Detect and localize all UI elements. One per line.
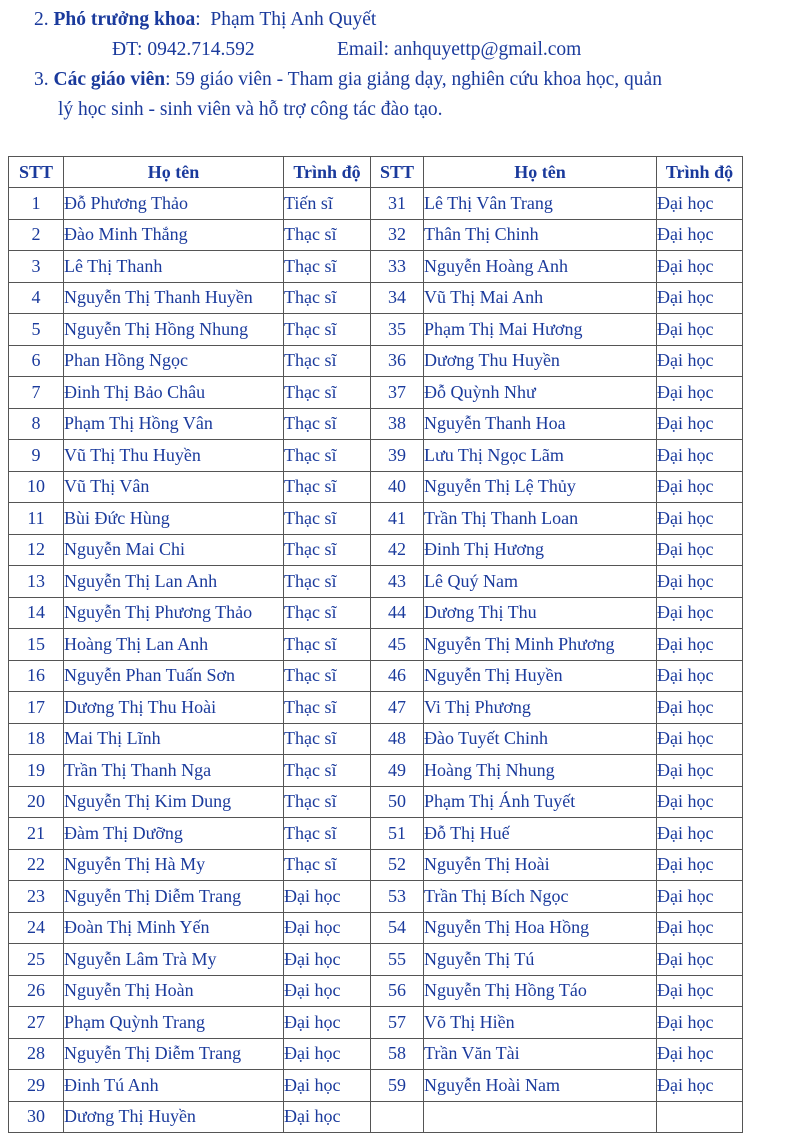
cell-name-2: Phạm Thị Mai Hương	[424, 314, 657, 346]
cell-stt: 8	[9, 408, 64, 440]
cell-stt: 20	[9, 786, 64, 818]
cell-name: Nguyễn Thị Diễm Trang	[64, 1038, 284, 1070]
table-row	[9, 944, 743, 976]
teachers-line-2	[58, 100, 443, 120]
teachers-description-1: : 59 giáo viên - Tham gia giảng dạy, nghiên cứu khoa học, quản	[165, 69, 662, 90]
phone-number: 0942.714.592	[147, 39, 255, 60]
cell-name: Lê Thị Thanh	[64, 251, 284, 283]
cell-name: Đinh Tú Anh	[64, 1070, 284, 1102]
table-row	[9, 723, 743, 755]
cell-name: Nguyễn Thị Diễm Trang	[64, 881, 284, 913]
cell-stt-2: 40	[371, 471, 424, 503]
cell-name: Phạm Quỳnh Trang	[64, 1007, 284, 1039]
cell-stt: 1	[9, 188, 64, 220]
cell-stt: 6	[9, 345, 64, 377]
cell-name-2: Nguyễn Hoài Nam	[424, 1070, 657, 1102]
cell-stt: 22	[9, 849, 64, 881]
header-stt-2: STT	[371, 157, 424, 188]
cell-stt-2: 58	[371, 1038, 424, 1070]
cell-name-2: Nguyễn Thị Hoài	[424, 849, 657, 881]
table-row	[9, 692, 743, 724]
table-row	[9, 408, 743, 440]
cell-stt-2: 55	[371, 944, 424, 976]
cell-stt: 24	[9, 912, 64, 944]
cell-stt-2	[371, 1101, 424, 1133]
cell-level: Thạc sĩ	[284, 314, 371, 346]
cell-name-2: Lê Thị Vân Trang	[424, 188, 657, 220]
cell-stt-2: 34	[371, 282, 424, 314]
cell-stt-2: 54	[371, 912, 424, 944]
cell-stt-2: 35	[371, 314, 424, 346]
table-row	[9, 755, 743, 787]
cell-level-2: Đại học	[657, 881, 743, 913]
table-row	[9, 629, 743, 661]
cell-level: Thạc sĩ	[284, 755, 371, 787]
table-row	[9, 975, 743, 1007]
table-body	[9, 188, 743, 1133]
cell-stt: 28	[9, 1038, 64, 1070]
cell-level: Đại học	[284, 1070, 371, 1102]
cell-level: Thạc sĩ	[284, 660, 371, 692]
table-row	[9, 534, 743, 566]
cell-stt-2: 52	[371, 849, 424, 881]
cell-name-2: Đỗ Thị Huế	[424, 818, 657, 850]
cell-name-2: Nguyễn Thị Tú	[424, 944, 657, 976]
cell-level-2: Đại học	[657, 1070, 743, 1102]
cell-stt: 10	[9, 471, 64, 503]
cell-name-2: Nguyễn Thanh Hoa	[424, 408, 657, 440]
cell-stt-2: 38	[371, 408, 424, 440]
cell-stt: 18	[9, 723, 64, 755]
table-row	[9, 786, 743, 818]
cell-stt-2: 56	[371, 975, 424, 1007]
cell-stt-2: 51	[371, 818, 424, 850]
cell-level-2: Đại học	[657, 219, 743, 251]
cell-name: Nguyễn Thị Phương Thảo	[64, 597, 284, 629]
cell-stt-2: 37	[371, 377, 424, 409]
header-name: Họ tên	[64, 157, 284, 188]
cell-level: Thạc sĩ	[284, 219, 371, 251]
cell-stt: 11	[9, 503, 64, 535]
cell-stt-2: 31	[371, 188, 424, 220]
phone-label: ĐT:	[112, 39, 143, 60]
cell-name-2: Đào Tuyết Chinh	[424, 723, 657, 755]
cell-stt-2: 32	[371, 219, 424, 251]
table-row	[9, 282, 743, 314]
table-row	[9, 314, 743, 346]
cell-level-2: Đại học	[657, 692, 743, 724]
cell-level: Đại học	[284, 975, 371, 1007]
cell-stt: 2	[9, 219, 64, 251]
cell-level: Thạc sĩ	[284, 377, 371, 409]
cell-stt: 16	[9, 660, 64, 692]
contact-line	[112, 39, 582, 60]
cell-level-2: Đại học	[657, 282, 743, 314]
cell-level-2: Đại học	[657, 944, 743, 976]
cell-level-2: Đại học	[657, 597, 743, 629]
teachers-description-2: lý học sinh - sinh viên và hỗ trợ công tác đào tạo.	[58, 99, 443, 120]
cell-name: Nguyễn Thị Hoàn	[64, 975, 284, 1007]
table-row	[9, 912, 743, 944]
item-3-number: 3.	[34, 69, 49, 90]
cell-name: Mai Thị Lĩnh	[64, 723, 284, 755]
cell-name: Nguyễn Thị Hồng Nhung	[64, 314, 284, 346]
cell-name: Đỗ Phương Thảo	[64, 188, 284, 220]
cell-level: Đại học	[284, 1038, 371, 1070]
cell-level-2: Đại học	[657, 912, 743, 944]
cell-level: Thạc sĩ	[284, 251, 371, 283]
cell-name-2: Nguyễn Thị Hồng Táo	[424, 975, 657, 1007]
deputy-head-name: Phạm Thị Anh Quyết	[210, 9, 377, 30]
cell-stt: 3	[9, 251, 64, 283]
cell-level-2: Đại học	[657, 314, 743, 346]
cell-stt: 7	[9, 377, 64, 409]
cell-name-2: Thân Thị Chinh	[424, 219, 657, 251]
cell-name-2: Dương Thị Thu	[424, 597, 657, 629]
cell-name-2: Nguyễn Thị Lệ Thủy	[424, 471, 657, 503]
cell-stt-2: 50	[371, 786, 424, 818]
cell-name: Trần Thị Thanh Nga	[64, 755, 284, 787]
cell-level: Thạc sĩ	[284, 692, 371, 724]
cell-name: Nguyễn Lâm Trà My	[64, 944, 284, 976]
cell-level-2: Đại học	[657, 345, 743, 377]
email-label: Email:	[337, 39, 389, 60]
cell-level: Thạc sĩ	[284, 849, 371, 881]
cell-name-2: Trần Thị Thanh Loan	[424, 503, 657, 535]
cell-level: Đại học	[284, 912, 371, 944]
cell-level-2: Đại học	[657, 1007, 743, 1039]
cell-name-2: Dương Thu Huyền	[424, 345, 657, 377]
cell-level-2: Đại học	[657, 849, 743, 881]
cell-level-2: Đại học	[657, 975, 743, 1007]
cell-stt-2: 42	[371, 534, 424, 566]
cell-name: Bùi Đức Hùng	[64, 503, 284, 535]
deputy-head-line	[34, 10, 376, 30]
header-level: Trình độ	[284, 157, 371, 188]
cell-stt-2: 33	[371, 251, 424, 283]
cell-stt: 15	[9, 629, 64, 661]
table-row	[9, 1038, 743, 1070]
cell-level: Thạc sĩ	[284, 503, 371, 535]
email-address: anhquyettp@gmail.com	[393, 39, 582, 60]
table-row	[9, 1007, 743, 1039]
cell-stt-2: 43	[371, 566, 424, 598]
cell-name: Dương Thị Huyền	[64, 1101, 284, 1133]
cell-level-2: Đại học	[657, 503, 743, 535]
cell-name-2	[424, 1101, 657, 1133]
cell-name: Nguyễn Phan Tuấn Sơn	[64, 660, 284, 692]
cell-name: Phan Hồng Ngọc	[64, 345, 284, 377]
cell-name: Nguyễn Thị Lan Anh	[64, 566, 284, 598]
cell-name-2: Lưu Thị Ngọc Lãm	[424, 440, 657, 472]
cell-level: Thạc sĩ	[284, 534, 371, 566]
table-row	[9, 660, 743, 692]
cell-name-2: Vũ Thị Mai Anh	[424, 282, 657, 314]
cell-name-2: Nguyễn Thị Hoa Hồng	[424, 912, 657, 944]
cell-level: Thạc sĩ	[284, 408, 371, 440]
teachers-line	[34, 70, 662, 90]
cell-name-2: Lê Quý Nam	[424, 566, 657, 598]
cell-name: Dương Thị Thu Hoài	[64, 692, 284, 724]
cell-name-2: Trần Văn Tài	[424, 1038, 657, 1070]
table-row	[9, 345, 743, 377]
cell-level: Thạc sĩ	[284, 440, 371, 472]
table-row	[9, 566, 743, 598]
cell-name-2: Vi Thị Phương	[424, 692, 657, 724]
table-row	[9, 188, 743, 220]
cell-stt: 17	[9, 692, 64, 724]
cell-level: Thạc sĩ	[284, 471, 371, 503]
cell-level: Thạc sĩ	[284, 282, 371, 314]
cell-level-2: Đại học	[657, 1038, 743, 1070]
cell-stt-2: 45	[371, 629, 424, 661]
cell-name-2: Đinh Thị Hương	[424, 534, 657, 566]
table-row	[9, 1101, 743, 1133]
cell-level: Thạc sĩ	[284, 566, 371, 598]
table-header-row	[9, 157, 743, 188]
cell-stt: 12	[9, 534, 64, 566]
cell-level-2	[657, 1101, 743, 1133]
cell-name: Đoàn Thị Minh Yến	[64, 912, 284, 944]
cell-stt-2: 59	[371, 1070, 424, 1102]
cell-stt: 4	[9, 282, 64, 314]
cell-name-2: Nguyễn Hoàng Anh	[424, 251, 657, 283]
cell-stt: 23	[9, 881, 64, 913]
cell-level: Đại học	[284, 1007, 371, 1039]
cell-stt: 21	[9, 818, 64, 850]
cell-stt: 30	[9, 1101, 64, 1133]
table-row	[9, 503, 743, 535]
cell-level-2: Đại học	[657, 566, 743, 598]
cell-level: Đại học	[284, 944, 371, 976]
cell-level: Tiến sĩ	[284, 188, 371, 220]
cell-stt-2: 47	[371, 692, 424, 724]
cell-level-2: Đại học	[657, 534, 743, 566]
cell-name: Vũ Thị Thu Huyền	[64, 440, 284, 472]
header-stt: STT	[9, 157, 64, 188]
deputy-head-title: Phó trưởng khoa	[53, 9, 196, 30]
table-row	[9, 818, 743, 850]
cell-name: Nguyễn Thị Kim Dung	[64, 786, 284, 818]
cell-name: Phạm Thị Hồng Vân	[64, 408, 284, 440]
teachers-title: Các giáo viên	[53, 69, 166, 90]
cell-level-2: Đại học	[657, 408, 743, 440]
cell-stt: 13	[9, 566, 64, 598]
cell-level: Thạc sĩ	[284, 597, 371, 629]
header-level-2: Trình độ	[657, 157, 743, 188]
table-row	[9, 881, 743, 913]
table-row	[9, 849, 743, 881]
cell-stt: 27	[9, 1007, 64, 1039]
cell-stt: 25	[9, 944, 64, 976]
cell-name-2: Nguyễn Thị Huyền	[424, 660, 657, 692]
cell-level-2: Đại học	[657, 629, 743, 661]
cell-level-2: Đại học	[657, 251, 743, 283]
cell-stt-2: 36	[371, 345, 424, 377]
deputy-head-colon: :	[195, 9, 201, 30]
item-2-number: 2.	[34, 9, 49, 30]
cell-stt: 26	[9, 975, 64, 1007]
cell-name: Đào Minh Thắng	[64, 219, 284, 251]
cell-name-2: Đỗ Quỳnh Như	[424, 377, 657, 409]
cell-level-2: Đại học	[657, 471, 743, 503]
cell-name-2: Hoàng Thị Nhung	[424, 755, 657, 787]
cell-stt-2: 46	[371, 660, 424, 692]
cell-stt-2: 57	[371, 1007, 424, 1039]
table-row	[9, 251, 743, 283]
cell-level: Thạc sĩ	[284, 818, 371, 850]
cell-name-2: Phạm Thị Ánh Tuyết	[424, 786, 657, 818]
cell-level: Thạc sĩ	[284, 629, 371, 661]
cell-stt-2: 41	[371, 503, 424, 535]
cell-level-2: Đại học	[657, 440, 743, 472]
cell-level: Thạc sĩ	[284, 345, 371, 377]
cell-stt: 19	[9, 755, 64, 787]
cell-name: Hoàng Thị Lan Anh	[64, 629, 284, 661]
email-group	[337, 40, 581, 60]
table-row	[9, 1070, 743, 1102]
cell-name: Nguyễn Mai Chi	[64, 534, 284, 566]
cell-stt: 29	[9, 1070, 64, 1102]
cell-name: Nguyễn Thị Hà My	[64, 849, 284, 881]
cell-level-2: Đại học	[657, 755, 743, 787]
cell-stt-2: 48	[371, 723, 424, 755]
cell-level: Thạc sĩ	[284, 786, 371, 818]
cell-level: Thạc sĩ	[284, 723, 371, 755]
cell-level-2: Đại học	[657, 188, 743, 220]
table-row	[9, 440, 743, 472]
teacher-table	[8, 156, 743, 1133]
cell-name-2: Nguyễn Thị Minh Phương	[424, 629, 657, 661]
cell-stt-2: 39	[371, 440, 424, 472]
cell-level-2: Đại học	[657, 818, 743, 850]
table-row	[9, 597, 743, 629]
cell-level-2: Đại học	[657, 377, 743, 409]
cell-name-2: Võ Thị Hiền	[424, 1007, 657, 1039]
cell-stt: 14	[9, 597, 64, 629]
cell-level-2: Đại học	[657, 660, 743, 692]
table-row	[9, 471, 743, 503]
cell-level: Đại học	[284, 1101, 371, 1133]
header-name-2: Họ tên	[424, 157, 657, 188]
cell-stt: 5	[9, 314, 64, 346]
cell-name: Đinh Thị Bảo Châu	[64, 377, 284, 409]
cell-stt: 9	[9, 440, 64, 472]
cell-stt-2: 53	[371, 881, 424, 913]
cell-level-2: Đại học	[657, 786, 743, 818]
cell-level-2: Đại học	[657, 723, 743, 755]
cell-name-2: Trần Thị Bích Ngọc	[424, 881, 657, 913]
cell-stt-2: 49	[371, 755, 424, 787]
cell-level: Đại học	[284, 881, 371, 913]
table-row	[9, 377, 743, 409]
cell-name: Nguyễn Thị Thanh Huyền	[64, 282, 284, 314]
cell-name: Vũ Thị Vân	[64, 471, 284, 503]
cell-stt-2: 44	[371, 597, 424, 629]
cell-name: Đàm Thị Dưỡng	[64, 818, 284, 850]
table-row	[9, 219, 743, 251]
